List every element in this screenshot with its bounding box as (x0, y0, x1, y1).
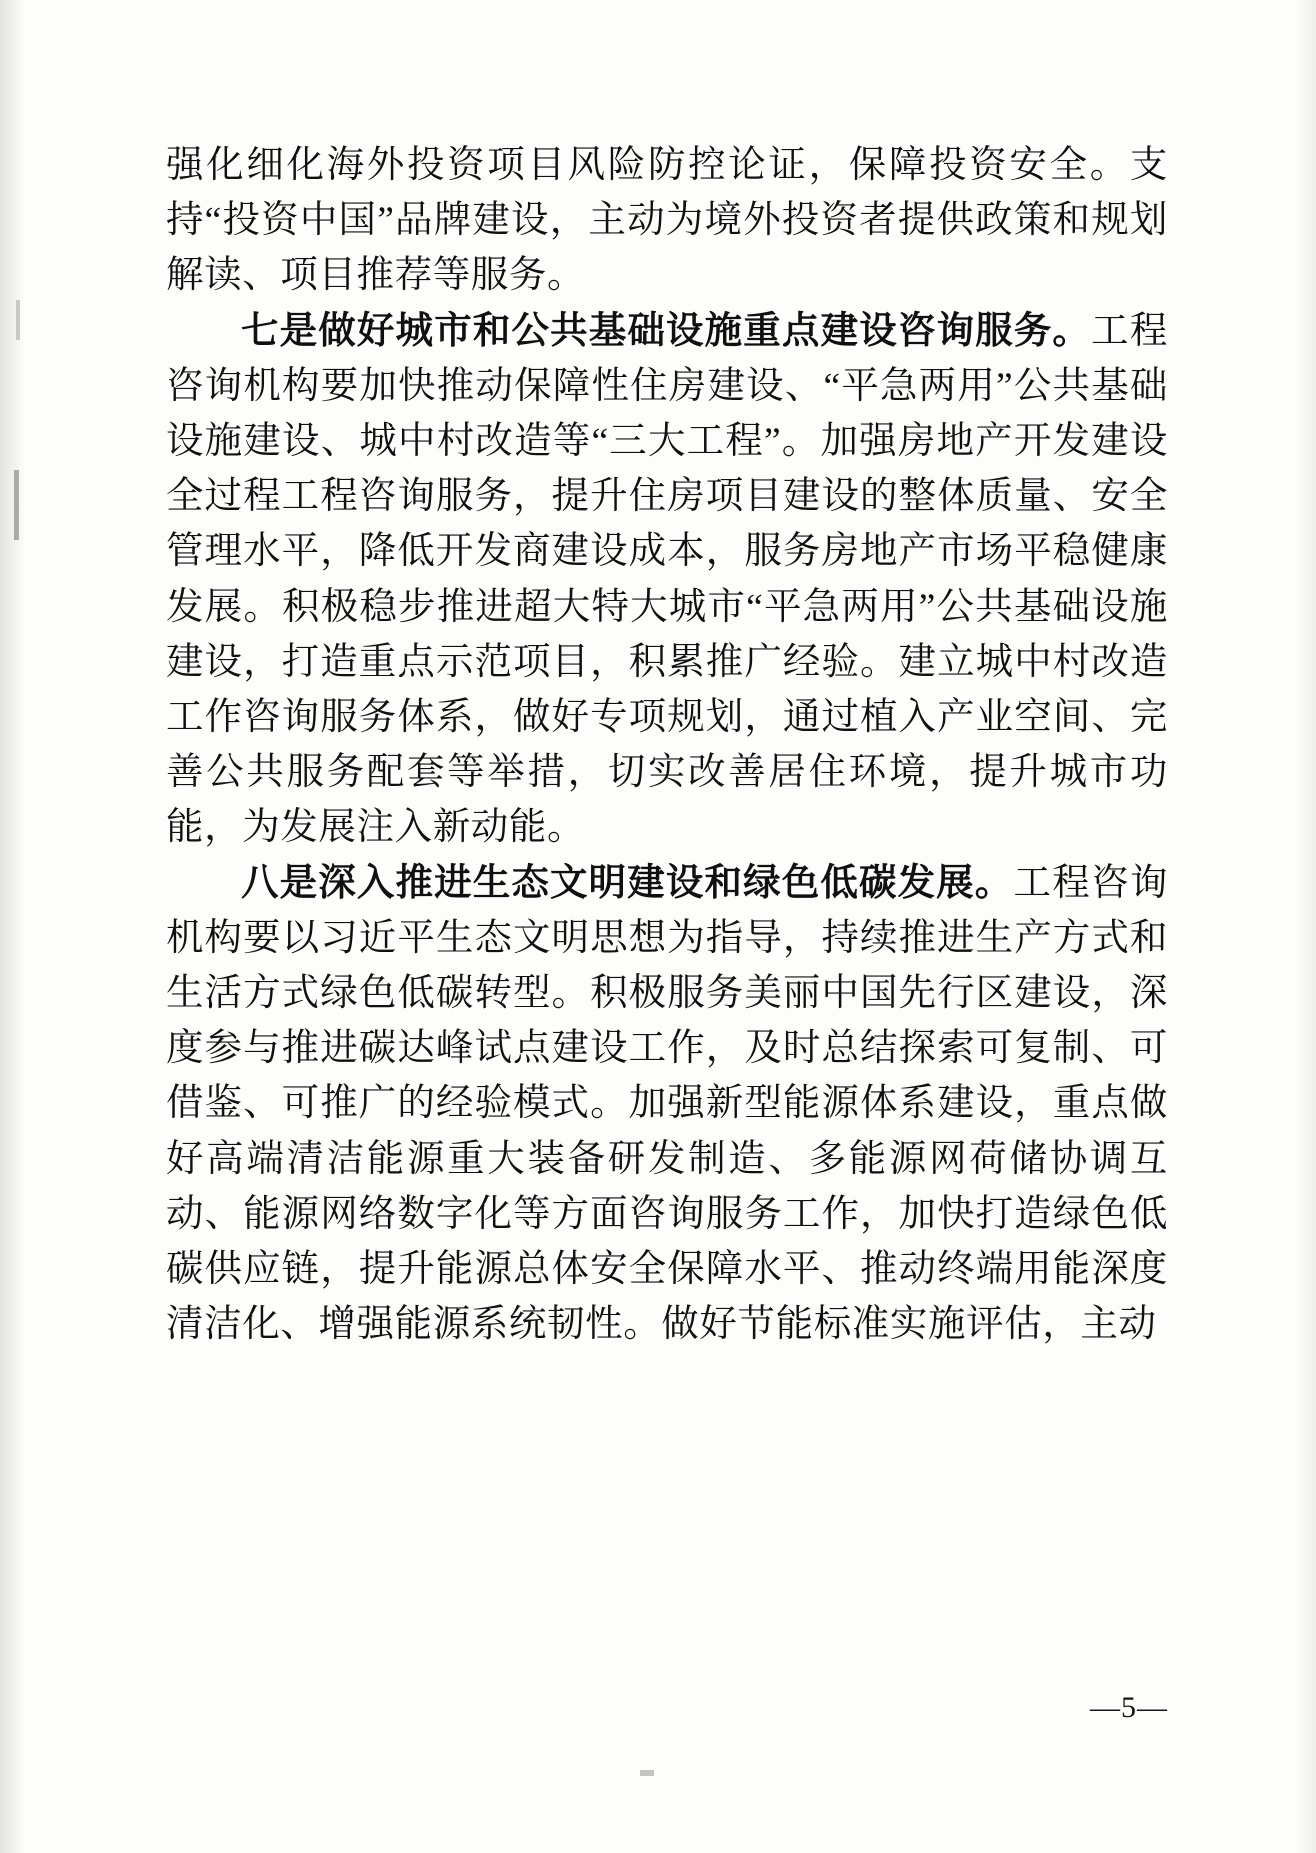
scan-artifact-mark (16, 300, 20, 340)
paragraph-lead-eight: 八是深入推进生态文明建设和绿色低碳发展。 (241, 862, 1014, 904)
page-number: —5— (1090, 1691, 1168, 1724)
paragraph-text: 工程咨询机构要加快推动保障性住房建设、“平急两用”公共基础设施建设、城中村改造等“三大工程”。加强房地产开发建设全过程工程咨询服务，提升住房项目建设的整体质量、安全管理水平，降低开发商建设成本，服务房地产市场平稳健康发展。积极稳步推进超大特大城市“平急两用”公共基础设施建设，打造重点示范项目，积累推广经验。建立城中村改造工作咨询服务体系，做好专项规划，通过植入产业空间、完善公共服务配套等举措，切实改善居住环境，提升城市功能，为发展注入新动能。 (166, 310, 1168, 849)
document-body (166, 138, 1168, 1352)
scan-artifact-mark (640, 1770, 654, 1776)
scan-edge-shadow-left (0, 0, 26, 1853)
paragraph-eight-eco-civilization (166, 856, 1168, 1353)
paragraph-text: 工程咨询机构要以习近平生态文明思想为指导，持续推进生产方式和生活方式绿色低碳转型。积极服务美丽中国先行区建设，深度参与推进碳达峰试点建设工作，及时总结探索可复制、可借鉴、可推广的经验模式。加强新型能源体系建设，重点做好高端清洁能源重大装备研发制造、多能源网荷储协调互动、能源网络数字化等方面咨询服务工作，加快打造绿色低碳供应链，提升能源总体安全保障水平、推动终端用能深度清洁化、增强能源系统韧性。做好节能标准实施评估，主动 (166, 862, 1169, 1346)
scan-artifact-mark (14, 470, 19, 540)
paragraph-seven-urban-infrastructure (166, 304, 1168, 856)
paragraph-lead-seven: 七是做好城市和公共基础设施重点建设咨询服务。 (241, 310, 1092, 352)
paragraph-investment-continued (166, 138, 1168, 304)
paragraph-text: 强化细化海外投资项目风险防控论证，保障投资安全。支持“投资中国”品牌建设，主动为境外投资者提供政策和规划解读、项目推荐等服务。 (166, 145, 1168, 297)
scan-edge-shadow-right (1294, 0, 1316, 1853)
